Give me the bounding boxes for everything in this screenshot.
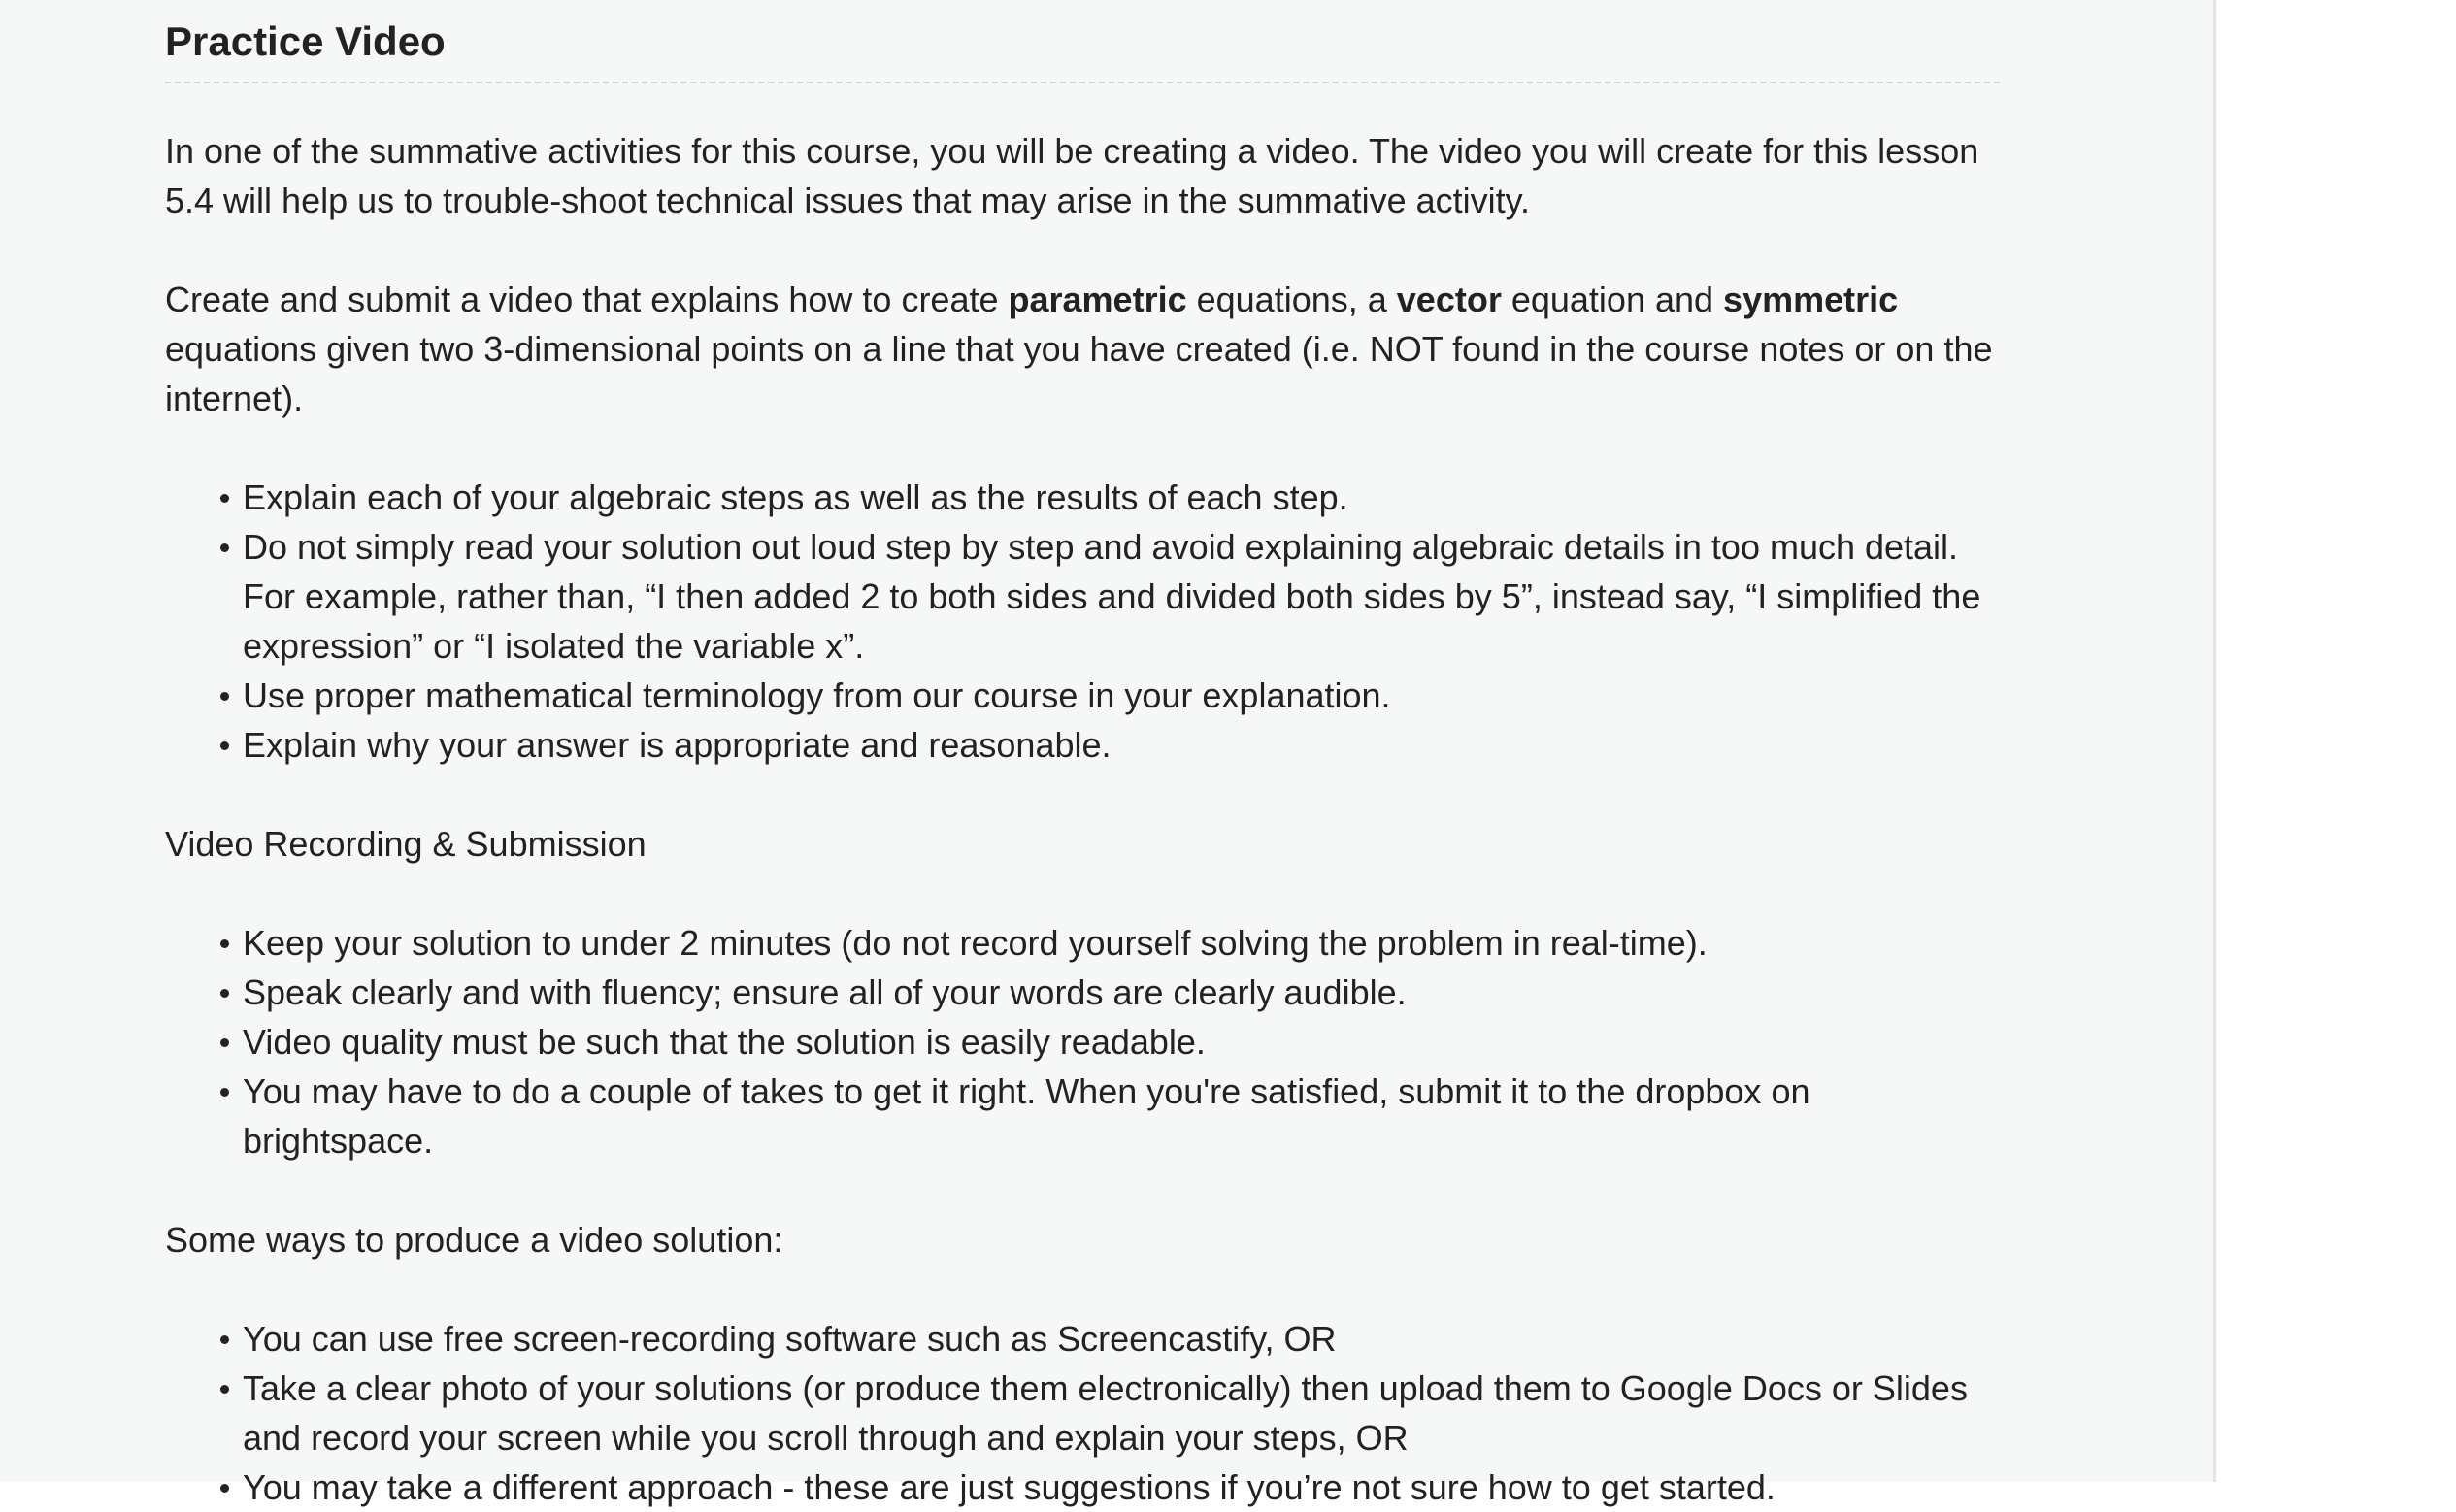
task-bold-vector: vector <box>1396 279 1502 319</box>
instruction-item: Explain each of your algebraic steps as well as the results of each step. <box>243 473 2000 522</box>
task-paragraph <box>165 275 2000 423</box>
ways-item: You can use free screen-recording software such as Screencastify, OR <box>243 1314 2000 1364</box>
instructions-list <box>165 473 2000 770</box>
recording-item: Speak clearly and with fluency; ensure all of your words are clearly audible. <box>243 968 2000 1017</box>
ways-list <box>165 1314 2000 1512</box>
page-title: Practice Video <box>165 16 2000 83</box>
recording-list <box>165 918 2000 1166</box>
task-text-3: equation and <box>1501 279 1724 319</box>
task-bold-symmetric: symmetric <box>1723 279 1899 319</box>
intro-paragraph: In one of the summative activities for this course, you will be creating a video. The video you will create for this lesson 5.4 will help us to trouble-shoot technical issues that may arise in the summative activity. <box>165 131 1979 220</box>
task-text-4: equations given two 3-dimensional points on a line that you have created (i.e. NOT found in the course notes or on the internet). <box>165 329 1993 418</box>
lesson-content <box>165 0 2000 1512</box>
task-bold-parametric: parametric <box>1008 279 1187 319</box>
instruction-item: Use proper mathematical terminology from our course in your explanation. <box>243 671 2000 720</box>
ways-item: Take a clear photo of your solutions (or produce them electronically) then upload them to Google Docs or Slides and record your screen while you scroll through and explain your steps, OR <box>243 1364 2000 1463</box>
ways-item: You may take a different approach - these are just suggestions if you’re not sure how to get started. <box>243 1463 2000 1512</box>
task-text-1: Create and submit a video that explains how to create <box>165 279 1009 319</box>
instruction-item: Explain why your answer is appropriate and reasonable. <box>243 720 2000 770</box>
recording-item: Video quality must be such that the solution is easily readable. <box>243 1017 2000 1067</box>
recording-heading: Video Recording & Submission <box>165 824 647 864</box>
recording-item: You may have to do a couple of takes to get it right. When you're satisfied, submit it to the dropbox on brightspace. <box>243 1067 2000 1166</box>
task-text-2: equations, a <box>1186 279 1397 319</box>
ways-heading: Some ways to produce a video solution: <box>165 1220 783 1260</box>
recording-item: Keep your solution to under 2 minutes (do not record yourself solving the problem in real-time). <box>243 918 2000 968</box>
instruction-item: Do not simply read your solution out loud step by step and avoid explaining algebraic details in too much detail. For example, rather than, “I then added 2 to both sides and divided both sides by 5”, instead say, “I simplified the expression” or “I isolated the variable x”. <box>243 522 2000 671</box>
